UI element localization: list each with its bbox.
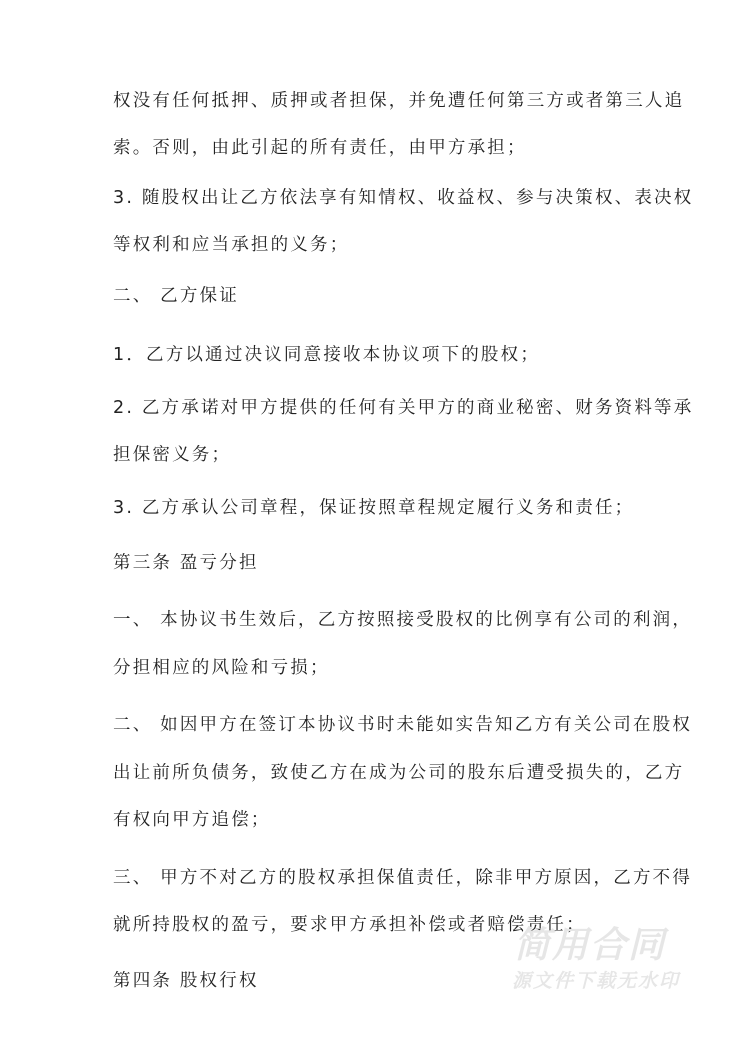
text-line: 1．乙方以通过决议同意接收本协议项下的股权；: [113, 345, 541, 365]
text-line: 2. 乙方承诺对甲方提供的任何有关甲方的商业秘密、财务资料等承: [113, 398, 694, 418]
text-line: 一、 本协议书生效后，乙方按照接受股权的比例享有公司的利润，: [113, 610, 693, 630]
watermark-subtitle: 源文件下载无水印: [512, 970, 681, 992]
article-heading: 第三条 盈亏分担: [113, 553, 259, 573]
text-line: 索。否则，由此引起的所有责任，由甲方承担；: [113, 138, 527, 158]
text-line: 权没有任何抵押、质押或者担保，并免遭任何第三方或者第三人追: [113, 91, 685, 111]
text-line: 分担相应的风险和亏损；: [113, 658, 330, 678]
text-line: 3. 乙方承认公司章程，保证按照章程规定履行义务和责任；: [113, 498, 635, 518]
text-line: 出让前所负债务，致使乙方在成为公司的股东后遭受损失的，乙方: [113, 763, 685, 783]
section-heading: 二、 乙方保证: [113, 286, 239, 306]
text-line: 有权向甲方追偿；: [113, 810, 271, 830]
text-line: 担保密义务；: [113, 445, 232, 465]
text-line: 3. 随股权出让乙方依法享有知情权、收益权、参与决策权、表决权: [113, 188, 694, 208]
article-heading: 第四条 股权行权: [113, 971, 259, 991]
text-line: 二、 如因甲方在签订本协议书时未能如实告知乙方有关公司在股权: [113, 715, 693, 735]
text-line: 等权利和应当承担的义务；: [113, 235, 350, 255]
text-line: 就所持股权的盈亏，要求甲方承担补偿或者赔偿责任；: [113, 915, 586, 935]
text-line: 三、 甲方不对乙方的股权承担保值责任，除非甲方原因，乙方不得: [113, 868, 693, 888]
watermark-title: 简用合同: [514, 925, 667, 966]
